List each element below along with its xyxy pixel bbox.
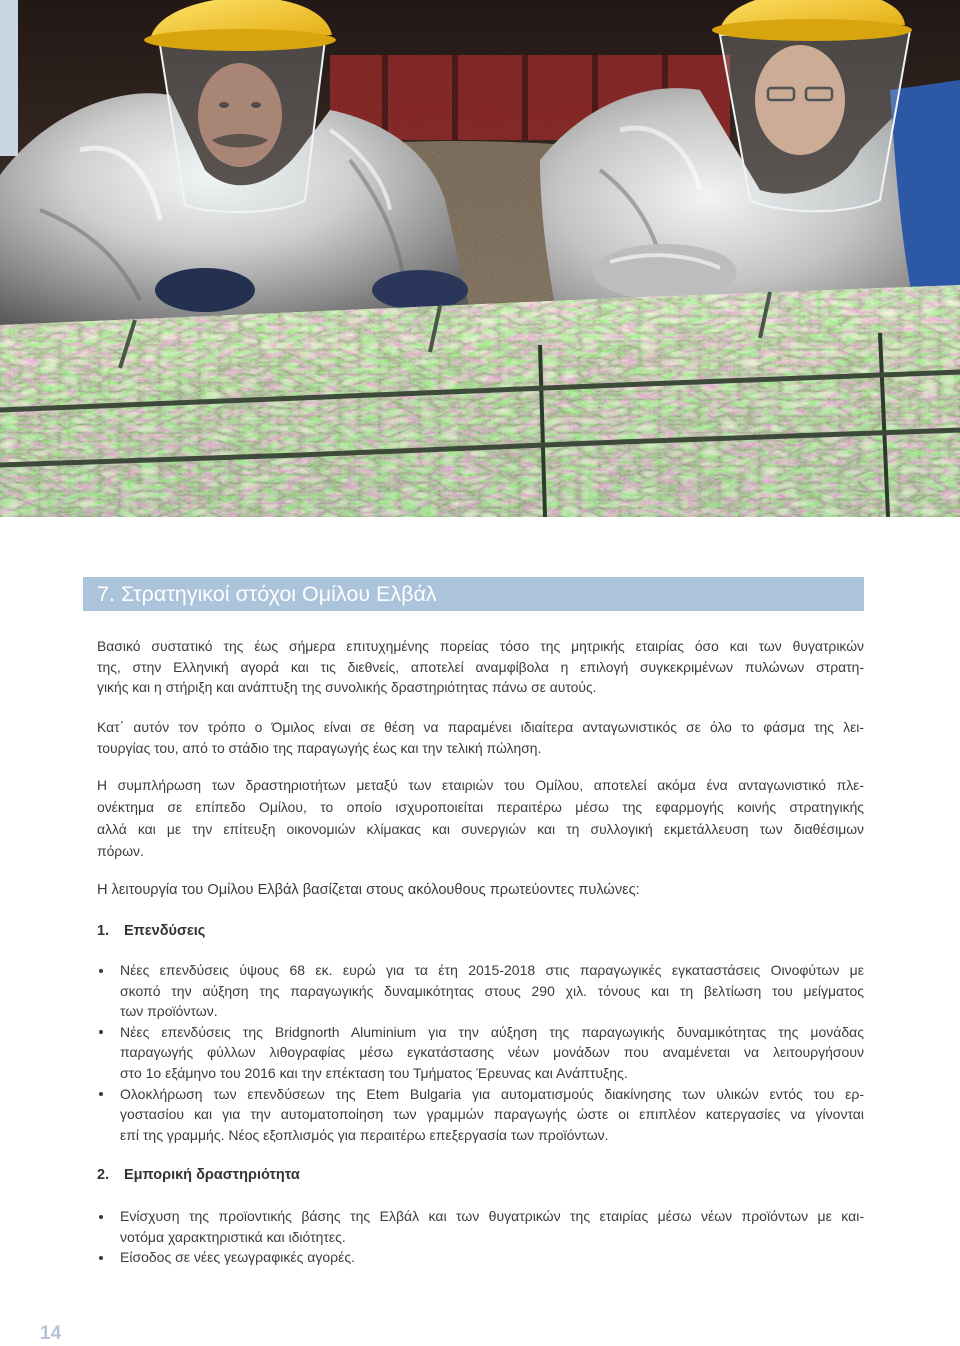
paragraph [97, 636, 864, 698]
pillar-heading [97, 921, 864, 941]
paragraph-line: Κατ΄ αυτόν τον τρόπο ο Όμιλος είναι σε θέση να παραμένει ιδιαίτερα ανταγωνιστικός σε όλο το φάσμα της λει- [97, 719, 864, 735]
face-shield-right [720, 30, 910, 211]
bullet-line: σκοπό την αύξηση της παραγωγικής δυναμικότητας στους 290 χιλ. τόνους και τη βελτίωση του μείγματος [120, 982, 864, 999]
paragraph [97, 774, 864, 862]
bullet-dot [99, 969, 103, 973]
page-edge-strip [0, 0, 18, 156]
bullet-item [97, 1206, 864, 1247]
glove-left-2 [372, 270, 468, 310]
paragraph [97, 717, 864, 759]
paragraph-line: πόρων. [97, 843, 144, 859]
bullet-list [97, 960, 864, 1145]
bullet-line: στο 1ο εξάμηνο του 2016 και την επέκταση του Τμήματος Έρευνας και Ανάπτυξης. [120, 1064, 628, 1081]
paragraph-line: τουργίας του, από το στάδιο της παραγωγής έως και την τελική πώληση. [97, 740, 542, 756]
bullet-item [97, 1247, 864, 1268]
glove-left [155, 268, 255, 312]
pillar-number: 2. [97, 1167, 110, 1183]
bullet-dot [99, 1092, 103, 1096]
bullet-item [97, 1022, 864, 1084]
pillar-heading [97, 1165, 864, 1185]
cover-photo [0, 0, 960, 517]
paragraph-line: Η συμπλήρωση των δραστηριοτήτων μεταξύ των εταιριών του Ομίλου, αποτελεί ακόμα ένα ανταγωνιστικό πλε- [97, 777, 864, 793]
bullet-dot [99, 1030, 103, 1034]
bullet-line: παραγωγής φύλλων λιθογραφίας μέσω εγκατάστασης νέων μονάδων που αναμένεται να λειτουργήσουν [120, 1044, 864, 1061]
bullet-line: Είσοδος σε νέες γεωγραφικές αγορές. [120, 1249, 355, 1266]
bullet-item [97, 1084, 864, 1146]
bullet-line: γοστασίου και για την αυτοματοποίηση των γραμμών παραγωγής ώστε οι επιπλέον κατεργασίες να γίνονται [120, 1106, 864, 1123]
paragraph-line: αλλά και με την επίτευξη οικονομιών κλίμακας και συνεργιών και τη συλλογική εκμετάλλευση των διαθέσιμων [97, 821, 864, 837]
pillar-title: Επενδύσεις [124, 923, 206, 939]
glove-right [593, 244, 737, 300]
face-shield-left [160, 40, 325, 212]
bullet-line: των προϊόντων. [120, 1003, 218, 1020]
pillar-title: Εμπορική δραστηριότητα [124, 1167, 300, 1183]
paragraph-line: Βασικό συστατικό της έως σήμερα επιτυχημένης πορείας τόσο της μητρικής εταιρίας όσο και των θυγατρικών [97, 638, 864, 654]
paragraph-line: ονέκτημα σε επίπεδο Ομίλου, το οποίο ισχυροποιείται περαιτέρω μέσω της εφαρμογής κοινής στρατηγικής [97, 799, 864, 815]
pillar-number: 1. [97, 923, 110, 939]
bullet-line: νοτόμα χαρακτηριστικά και ιδιότητες. [120, 1228, 346, 1245]
paragraph-line: γικής και η στήριξη και ανάπτυξη της συνολικής δραστηριότητας πάνω σε αυτούς. [97, 679, 597, 695]
bullet-list [97, 1206, 864, 1268]
bullet-line: Νέες επενδύσεις ύψους 68 εκ. ευρώ για τα έτη 2015-2018 στις παραγωγικές εγκαταστάσεις Οινοφύτων με [120, 962, 864, 978]
bullet-dot [99, 1215, 103, 1219]
bullet-line: επί της γραμμής. Νέος εξοπλισμός για περαιτέρω επεξεργασία των προϊόντων. [120, 1126, 609, 1143]
bullet-line: Ενίσχυση της προϊοντικής βάσης της Ελβάλ και των θυγατρικών της εταιρίας μέσω νέων προϊόντων με και- [120, 1208, 864, 1224]
bullet-line: Ολοκλήρωση των επενδύσεων της Etem Bulgaria για αυτοματισμούς διακίνησης των υλικών εντός του ερ- [120, 1085, 864, 1102]
pillars-intro: Η λειτουργία του Ομίλου Ελβάλ βασίζεται στους ακόλουθους πρωτεύοντες πυλώνες: [97, 882, 640, 898]
bullet-dot [99, 1256, 103, 1260]
paragraph-line: της, στην Ελληνική αγορά και τις διεθνείς, αποτελεί αναμφίβολα η επιλογή συγκεκριμένων πυλώνων στρατη- [97, 658, 864, 675]
section-heading-bar [83, 577, 864, 611]
section-title: 7. Στρατηγικοί στόχοι Ομίλου Ελβάλ [97, 582, 437, 606]
bullet-line: Νέες επενδύσεις της Bridgnorth Aluminium για την αύξηση της παραγωγικής δυναμικότητας της μονάδας [120, 1023, 864, 1040]
bullet-item [97, 960, 864, 1022]
page-number: 14 [40, 1323, 62, 1344]
